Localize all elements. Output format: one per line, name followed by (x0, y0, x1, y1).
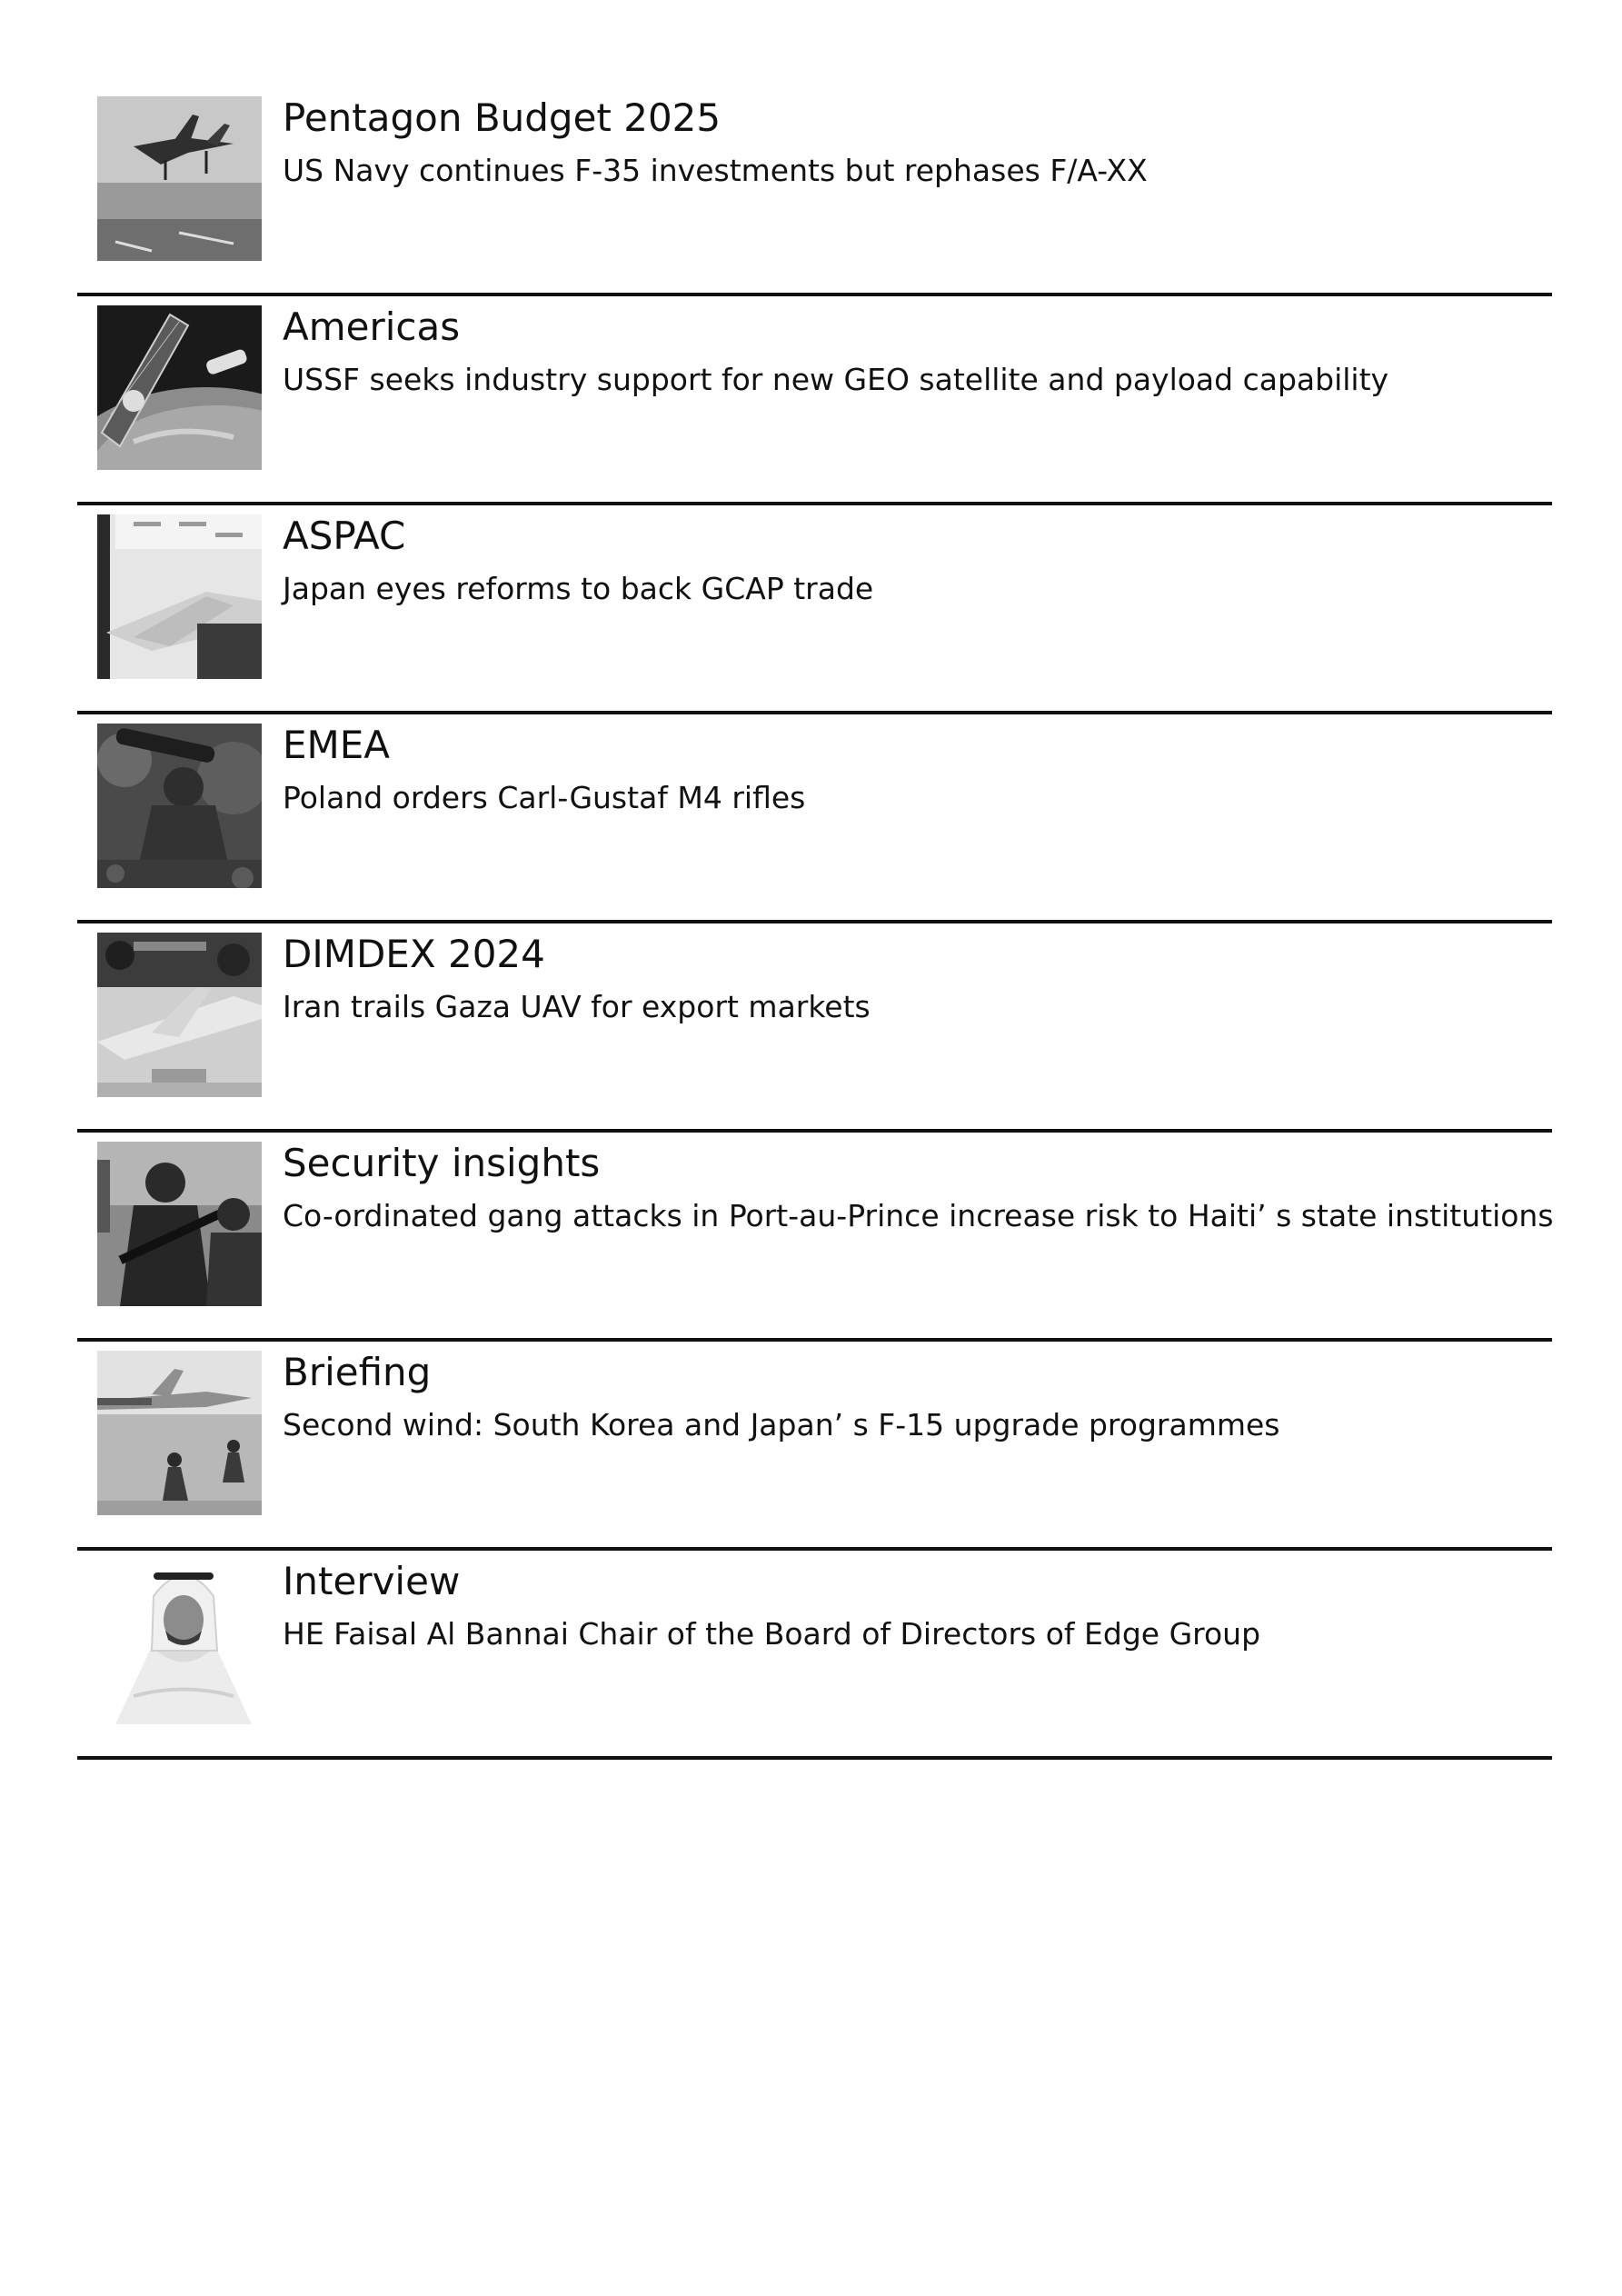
article-item[interactable] (77, 1554, 1552, 1760)
article-text (283, 302, 1552, 402)
article-item[interactable] (77, 1136, 1552, 1342)
article-item[interactable] (77, 509, 1552, 714)
headline-link[interactable]: Iran trails Gaza UAV for export markets (283, 989, 871, 1024)
section-title: ASPAC (283, 514, 406, 558)
article-list (77, 91, 1552, 1763)
article-text (283, 1347, 1552, 1447)
armed-men-photo-icon[interactable] (97, 1142, 262, 1306)
headline-link[interactable]: Poland orders Carl-Gustaf M4 rifles (283, 780, 806, 815)
fighter-jet-carrier-photo-icon[interactable] (97, 96, 262, 261)
section-title: DIMDEX 2024 (283, 932, 545, 976)
article-text (283, 511, 1552, 611)
headline-link[interactable]: HE Faisal Al Bannai Chair of the Board of Directors of Edge Group (283, 1616, 1261, 1652)
section-title: Interview (283, 1559, 461, 1603)
article-text (283, 929, 1552, 1029)
article-text (283, 1138, 1552, 1238)
section-title: Americas (283, 304, 461, 349)
section-title: Security insights (283, 1141, 601, 1185)
article-text (283, 1556, 1552, 1656)
headline-link[interactable]: Second wind: South Korea and Japan’ s F-15 upgrade programmes (283, 1407, 1280, 1442)
article-item[interactable] (77, 927, 1552, 1133)
gcap-model-photo-icon[interactable] (97, 514, 262, 679)
headline-link[interactable]: Japan eyes reforms to back GCAP trade (283, 571, 874, 606)
article-item[interactable] (77, 718, 1552, 923)
article-item[interactable] (77, 91, 1552, 296)
satellite-orbit-photo-icon[interactable] (97, 305, 262, 470)
soldier-launcher-photo-icon[interactable] (97, 724, 262, 888)
portrait-photo-icon[interactable] (97, 1560, 262, 1724)
section-title: EMEA (283, 723, 391, 767)
headline-link[interactable]: USSF seeks industry support for new GEO satellite and payload capability (283, 362, 1389, 397)
article-item[interactable] (77, 1345, 1552, 1551)
f15-airfield-photo-icon[interactable] (97, 1351, 262, 1515)
article-item[interactable] (77, 300, 1552, 505)
section-title: Pentagon Budget 2025 (283, 95, 721, 140)
headline-link[interactable]: US Navy continues F-35 investments but rephases F/A-XX (283, 153, 1148, 188)
section-title: Briefing (283, 1350, 432, 1394)
uav-exhibit-photo-icon[interactable] (97, 933, 262, 1097)
article-text (283, 93, 1552, 193)
article-text (283, 720, 1552, 820)
headline-link[interactable]: Co-ordinated gang attacks in Port-au-Prince increase risk to Haiti’ s state institutions (283, 1198, 1554, 1233)
